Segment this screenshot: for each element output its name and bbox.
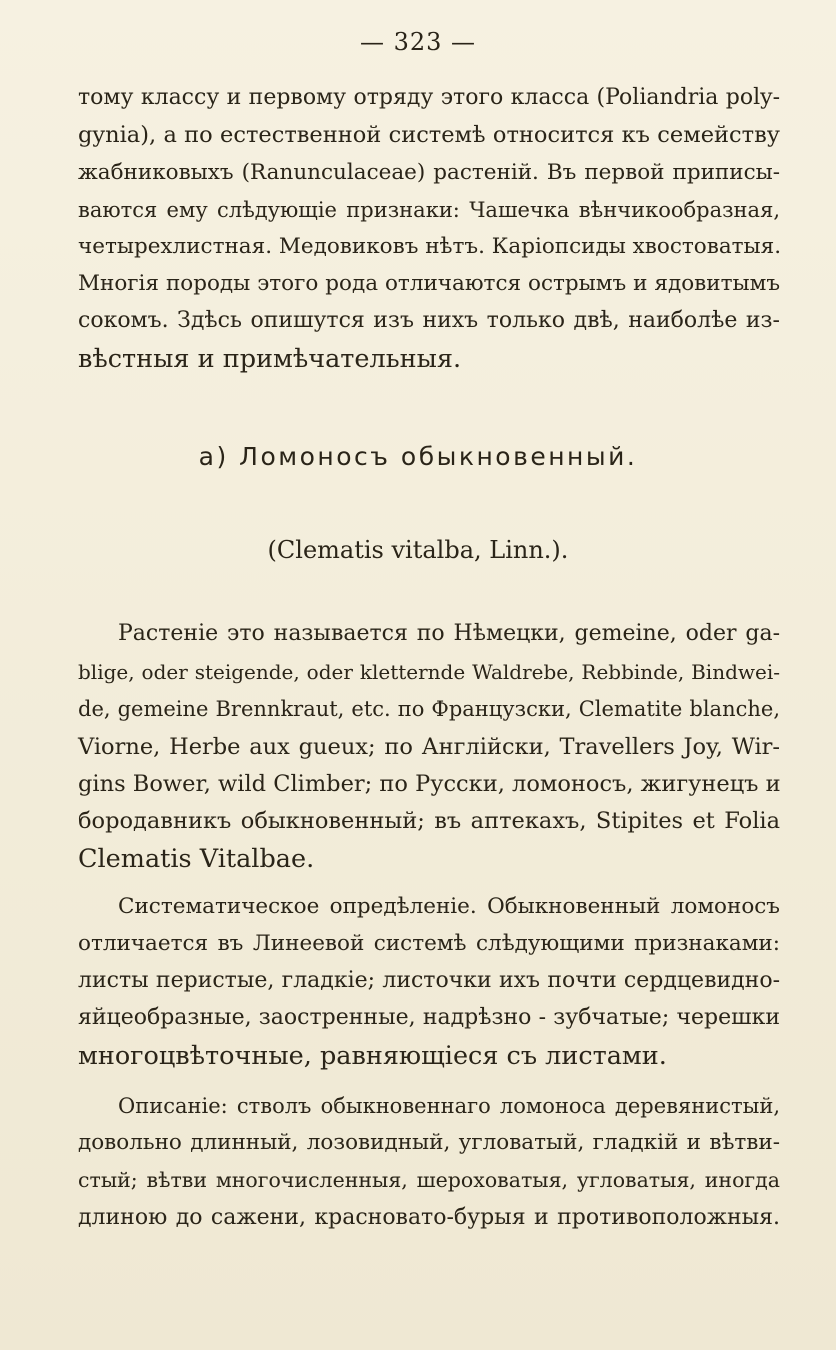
- page-number: — 323 —: [359, 28, 477, 56]
- text-line: бородавникъ обыкновенный; въ аптекахъ, Stipites et Folia: [78, 808, 780, 834]
- text-line: Описаніе: стволъ обыкновеннаго ломоноса деревянистый,: [118, 1094, 780, 1118]
- text-line: листы перистые, гладкіе; листочки ихъ почти сердцевидно-: [78, 968, 780, 993]
- text-line: Clematis Vitalbae.: [78, 844, 315, 874]
- text-line: длиною до сажени, красновато-бурыя и противоположныя.: [78, 1205, 780, 1230]
- text-line: тому классу и первому отряду этого класса (Poliandria poly-: [78, 85, 780, 110]
- text-line: Растеніе это называется по Нѣмецки, gemeine, oder ga-: [118, 621, 780, 646]
- text-line: de, gemeine Brennkraut, etc. по Французски, Clematite blanche,: [78, 697, 780, 721]
- text-line: вѣстныя и примѣчательныя.: [78, 344, 462, 374]
- text-line: ваются ему слѣдующіе признаки: Чашечка вѣнчикообразная,: [78, 198, 780, 222]
- text-line: яйцеобразные, заостренные, надрѣзно - зубчатые; черешки: [78, 1005, 780, 1030]
- text-line: gynia), а по естественной системѣ относится къ семейству: [78, 122, 780, 148]
- text-line: gins Bower, wild Climber; по Русски, ломоносъ, жигунецъ и: [78, 771, 781, 797]
- text-line: Многія породы этого рода отличаются острымъ и ядовитымъ: [78, 271, 780, 296]
- text-line: многоцвѣточные, равняющіеся съ листами.: [78, 1041, 667, 1071]
- text-line: жабниковыхъ (Ranunculaceae) растеній. Въ первой приписы-: [78, 160, 780, 185]
- text-line: стый; вѣтви многочисленныя, шероховатыя, угловатыя, иногда: [78, 1168, 780, 1192]
- text-line: отличается въ Линеевой системѣ слѣдующими признаками:: [78, 931, 780, 956]
- latin-species-name: (Clematis vitalba, Linn.).: [267, 536, 569, 564]
- text-line: сокомъ. Здѣсь опишутся изъ нихъ только двѣ, наиболѣе из-: [78, 308, 780, 333]
- text-line: четырехлистная. Медовиковъ нѣтъ. Каріопсиды хвостоватыя.: [78, 234, 782, 259]
- text-line: Viorne, Herbe aux gueux; по Англійски, Travellers Joy, Wir-: [78, 734, 780, 760]
- text-line: довольно длинный, лозовидный, угловатый, гладкій и вѣтви-: [78, 1130, 780, 1155]
- text-line: blige, oder steigende, oder kletternde Waldrebe, Rebbinde, Bindwei-: [78, 660, 780, 684]
- text-line: Систематическое опредѣленіе. Обыкновенный ломоносъ: [118, 894, 780, 919]
- section-heading: а) Ломоносъ обыкновенный.: [198, 442, 638, 471]
